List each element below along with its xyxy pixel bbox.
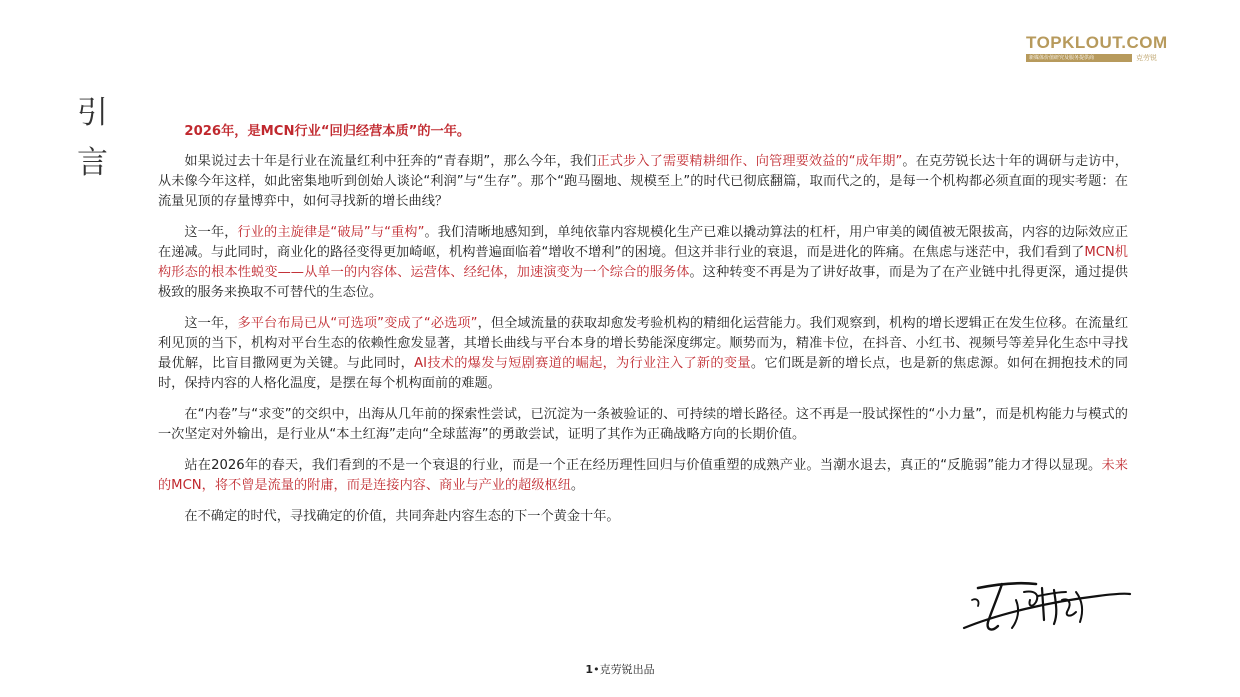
highlight-text: MCN机构形态的根本性蜕变——从单一的内容体、运营体、经纪体，加速演变为一个综合的服务体 [158,245,1128,280]
intro-paragraph [158,405,1128,445]
body-text: 。在克劳锐长达十年的调研与走访中，从未像今年这样，如此密集地听到创始人谈论“利润”与“生存”。那个“跑马圈地、规模至上”的时代已彻底翻篇，取而代之的，是每一个机构都必须直面的现实考题：在流量见顶的存量博弈中，如何寻找新的增长曲线？ [158,154,1128,209]
body-text: 这一年， [184,316,238,331]
logo-tagline-bar [1026,53,1168,63]
body-text: 在不确定的时代，寻找确定的价值，共同奔赴内容生态的下一个黄金十年。 [184,509,620,524]
page-number: 1 [585,663,594,676]
page-footer [0,661,1240,677]
body-text: 。这种转变不再是为了讲好故事，而是为了在产业链中扎得更深，通过提供极致的服务来换取不可替代的生态位。 [158,265,1128,300]
intro-paragraph [158,122,1128,142]
intro-paragraph [158,223,1128,303]
body-text: 。我们清晰地感知到，单纯依靠内容规模化生产已难以撬动算法的杠杆，用户审美的阈值被无限拔高，内容的边际效应正在递减。与此同时，商业化的路径变得更加崎岖，机构普遍面临着“增收不增利”的困境。但这并非行业的衰退，而是进化的阵痛。在焦虑与迷茫中，我们看到了 [158,225,1129,260]
handwritten-signature [958,570,1138,640]
body-text: 。它们既是新的增长点，也是新的焦虑源。如何在拥抱技术的同时，保持内容的人格化温度，是摆在每个机构面前的难题。 [158,356,1129,391]
intro-paragraph [158,152,1128,212]
highlight-text: 2026年，是MCN行业“回归经营本质”的一年。 [184,124,471,139]
page-title [77,88,117,188]
footer-credit: 克劳锐出品 [599,663,655,676]
body-text: 。 [570,478,585,493]
body-text: 在“内卷”与“求变”的交织中，出海从几年前的探索性尝试，已沉淀为一条被验证的、可持续的增长路径。这不再是一股试探性的“小力量”，而是机构能力与模式的一次坚定对外输出，是行业从“本土红海”走向“全球蓝海”的勇敢尝试，证明了其作为正确战略方向的长期价值。 [158,407,1128,442]
highlight-text: 正式步入了需要精耕细作、向管理要效益的“成年期” [596,154,903,169]
logo-wordmark: TOPKLOUT.COM [1026,33,1168,52]
page-title-char-1: 引 [77,95,108,131]
body-text: 站在2026年的春天，我们看到的不是一个衰退的行业，而是一个正在经历理性回归与价值重塑的成熟产业。当潮水退去，真正的“反脆弱”能力才得以显现。 [184,458,1102,473]
highlight-text: 未来的MCN，将不曾是流量的附庸，而是连接内容、商业与产业的超级枢纽 [158,458,1128,493]
body-text: 这一年， [184,225,238,240]
topklout-logo [1026,34,1168,63]
logo-tagline: 新媒体价值研究及服务提供商 [1026,54,1132,62]
intro-paragraph [158,314,1128,394]
intro-paragraph [158,456,1128,496]
body-text: 如果说过去十年是行业在流量红利中狂奔的“青春期”，那么今年，我们 [184,154,597,169]
page-title-char-2: 言 [77,145,108,181]
highlight-text: 多平台布局已从“可选项”变成了“必选项” [237,316,478,331]
highlight-text: AI技术的爆发与短剧赛道的崛起，为行业注入了新的变量 [414,356,751,371]
footer-bullet: • [593,663,600,676]
intro-body [158,122,1128,538]
highlight-text: 行业的主旋律是“破局”与“重构” [237,225,425,240]
intro-paragraph [158,507,1128,527]
logo-brand-cn: 克劳锐 [1136,54,1157,62]
body-text: ，但全域流量的获取却愈发考验机构的精细化运营能力。我们观察到，机构的增长逻辑正在发生位移。在流量红利见顶的当下，机构对平台生态的依赖性愈发显著，其增长曲线与平台本身的增长势能深度绑定。顺势而为，精准卡位，在抖音、小红书、视频号等差异化生态中寻找最优解，比盲目撒网更为关键。与此同时， [158,316,1129,371]
